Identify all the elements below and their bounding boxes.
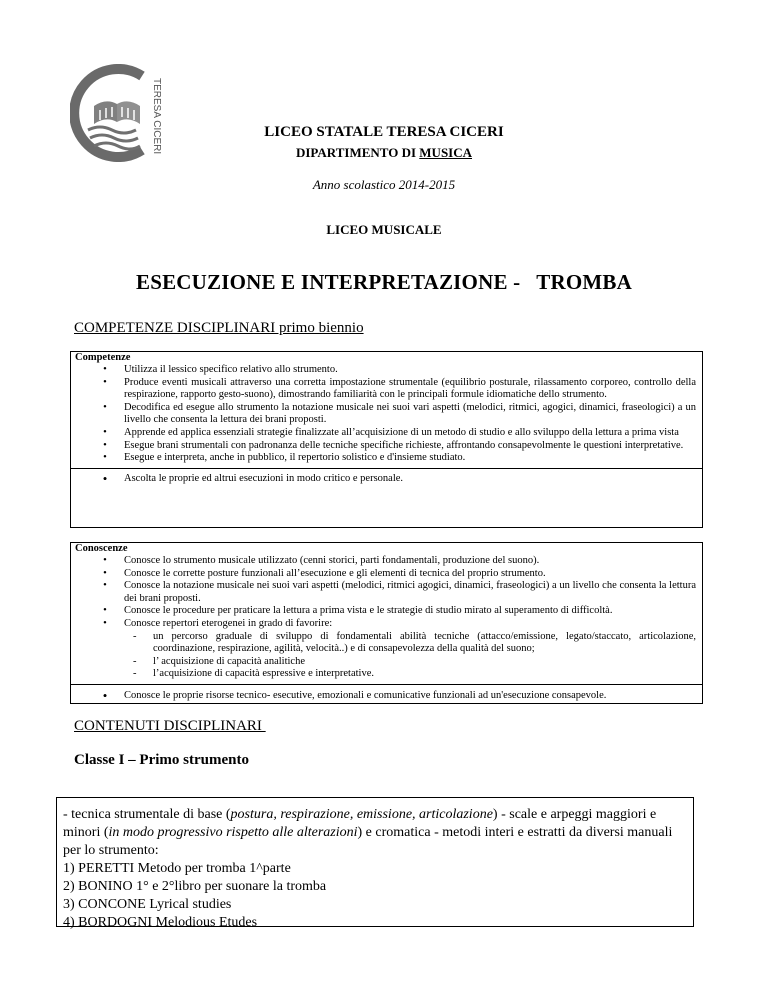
list-item: • Esegue brani strumentali con padronanza delle tecniche specifiche richieste, affrontando consapevolmente le questioni interpretative.: [103, 439, 684, 451]
conoscenze-box-title: Conoscenze: [75, 543, 128, 554]
class-title: Classe I – Primo strumento: [74, 752, 249, 768]
department-prefix: DIPARTIMENTO DI: [295, 145, 417, 160]
list-item: - un percorso graduale di sviluppo di fondamentali abilità tecniche (attacco/emissione, legato/staccato, articolazione, coordinazione, respirazione, agilità, velocità..) e di consapevolezza della qualità del suono;: [133, 630, 696, 655]
conoscenze-list-last: [71, 687, 702, 703]
competenze-box-title: Competenze: [75, 352, 131, 363]
method-item: 1) PERETTI Metodo per tromba 1^parte: [63, 861, 291, 876]
list-item: - l’ acquisizione di capacità analitiche: [133, 655, 305, 667]
subject-title: ESECUZIONE E INTERPRETAZIONE - TROMBA: [136, 270, 632, 294]
list-item: • Conosce repertori eterogenei in grado di favorire:: [103, 617, 333, 629]
competenze-section-title: COMPETENZE DISCIPLINARI primo biennio: [74, 320, 364, 336]
list-item: • Apprende ed applica essenziali strategie finalizzate all’acquisizione di un metodo di studio e allo sviluppo della lettura a prima vista: [103, 426, 679, 438]
svg-text:TERESA CICERI: TERESA CICERI: [151, 78, 162, 155]
competenze-list-last: [71, 470, 702, 486]
department: [0, 145, 768, 161]
list-item: • Conosce le proprie risorse tecnico- esecutive, emozionali e comunicative funzionali ad un'esecuzione consapevole.: [102, 687, 607, 703]
method-item: 3) CONCONE Lyrical studies: [63, 897, 232, 912]
list-item: • Utilizza il lessico specifico relativo allo strumento.: [103, 364, 338, 375]
conoscenze-list: [71, 555, 702, 631]
school-name: LICEO STATALE TERESA CICERI: [264, 124, 504, 140]
competenze-list: [71, 364, 702, 465]
list-item: • Conosce le corrette posture funzionali all’esecuzione e gli elementi di tecnica del proprio strumento.: [103, 567, 546, 579]
method-item: 4) BORDOGNI Melodious Etudes: [63, 915, 258, 930]
method-item: 2) BONINO 1° e 2°libro per suonare la tromba: [63, 879, 327, 894]
course-name: LICEO MUSICALE: [326, 222, 442, 237]
list-item: • Conosce la notazione musicale nei suoi vari aspetti (melodici, ritmici agogici, dinamici, fraseologici) a un livello che consenta la lettura dei brani proposti.: [103, 580, 696, 604]
contenuti-section-title: CONTENUTI DISCIPLINARI: [74, 718, 266, 734]
conoscenze-box: [70, 542, 703, 704]
list-item: • Conosce le procedure per praticare la lettura a prima vista e le strategie di studio mirato al superamento di difficoltà.: [103, 605, 613, 617]
list-item: • Conosce lo strumento musicale utilizzato (cenni storici, parti fondamentali, produzione del suono).: [103, 555, 540, 566]
list-item: • Produce eventi musicali attraverso una corretta impostazione strumentale (equilibrio posturale, rilassamento corporeo, controllo della respirazione, rapporto gesto-suono), dimostrando familiarità con le principali formule idiomatiche dello strumento.: [103, 376, 696, 401]
competenze-box: [70, 351, 703, 528]
list-item: • Decodifica ed esegue allo strumento la notazione musicale nei suoi vari aspetti (melodici, ritmici, agogici, dinamici, fraseologici) a un livello che consenta la lettura dei brani proposti.: [103, 401, 696, 426]
contenuti-box: [56, 797, 694, 930]
list-item: - l’acquisizione di capacità espressive e interpretative.: [133, 668, 374, 680]
list-item: • Esegue e interpreta, anche in pubblico, il repertorio solistico e d'insieme studiato.: [103, 452, 466, 464]
list-item: • Ascolta le proprie ed altrui esecuzioni in modo critico e personale.: [102, 470, 404, 486]
department-name: MUSICA: [419, 145, 473, 160]
contenuti-description: - tecnica strumentale di base (postura, respirazione, emissione, articolazione) - scale e arpeggi maggiori e minori (in modo progressivo rispetto alle alterazioni) e cromatica - metodi interi e estratti da diversi manuali per lo strumento:: [63, 807, 673, 858]
school-year: Anno scolastico 2014-2015: [312, 177, 456, 192]
conoscenze-sublist: [71, 631, 702, 681]
